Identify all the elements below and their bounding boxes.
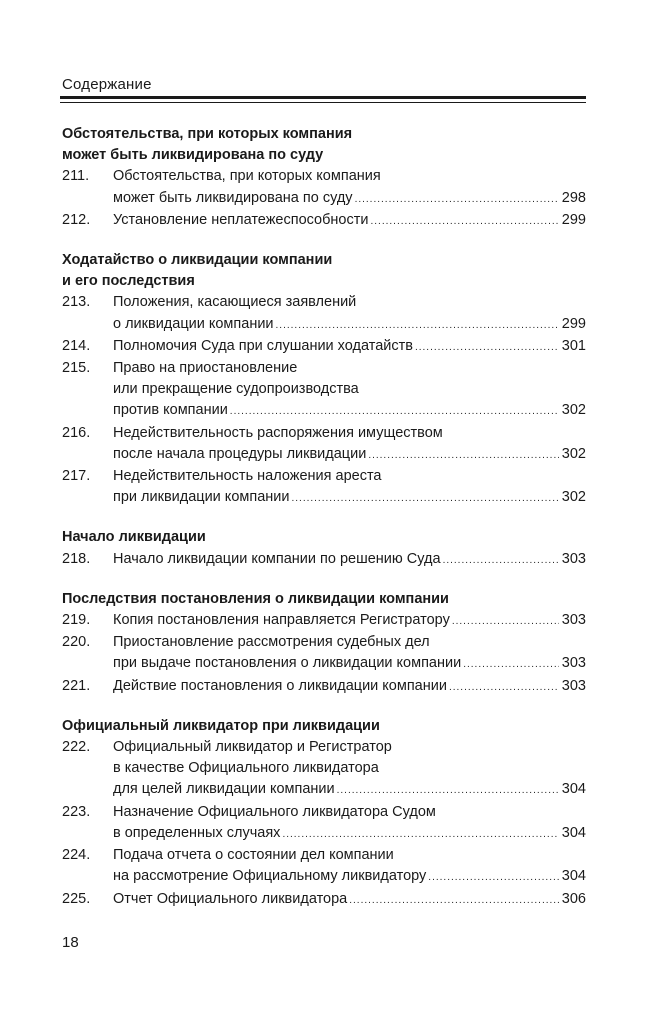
- entry-number: 225.: [62, 890, 91, 907]
- entry-last-line: [113, 336, 586, 358]
- entry-last-line: [113, 314, 586, 336]
- entry-last-line: [113, 487, 586, 509]
- section-title-line: может быть ликвидирована по суду: [62, 147, 324, 164]
- toc-entry[interactable]: [62, 802, 586, 845]
- entry-title-line: Официальный ликвидатор и Регистратор: [113, 739, 392, 756]
- entry-last-line: [113, 188, 586, 210]
- toc-entry[interactable]: [62, 466, 586, 509]
- entry-number: 213.: [62, 294, 91, 311]
- entry-title-line: Подача отчета о состоянии дел компании: [113, 847, 394, 864]
- entry-body: [113, 632, 586, 675]
- dot-leader: [282, 824, 558, 845]
- entry-number: 222.: [62, 739, 91, 756]
- entry-page-number: 304: [561, 824, 586, 841]
- dot-leader: [443, 550, 559, 571]
- entry-page-number: 302: [561, 402, 586, 419]
- toc-entry[interactable]: [62, 336, 586, 358]
- entry-title-line: Приостановление рассмотрения судебных дел: [113, 634, 430, 651]
- entry-number: 219.: [62, 612, 91, 629]
- entry-number: 216.: [62, 424, 91, 441]
- entry-title-line: в качестве Официального ликвидатора: [113, 760, 379, 777]
- section-title-line: и его последствия: [62, 273, 195, 290]
- entry-title-line: в определенных случаях: [113, 824, 281, 841]
- entry-title-line: или прекращение судопроизводства: [113, 381, 359, 398]
- toc-entry[interactable]: [62, 632, 586, 675]
- dot-leader: [291, 488, 558, 509]
- entry-number: 217.: [62, 468, 91, 485]
- entry-title-line: при выдаче постановления о ликвидации компании: [113, 655, 462, 672]
- section-title-line: Последствия постановления о ликвидации компании: [62, 590, 449, 607]
- entry-body: [113, 610, 586, 632]
- section-title-line: Официальный ликвидатор при ликвидации: [62, 717, 380, 734]
- dot-leader: [452, 611, 559, 632]
- entry-title-line: Полномочия Суда при слушании ходатайств: [113, 337, 413, 354]
- entry-title-line: Действие постановления о ликвидации компании: [113, 677, 447, 694]
- toc-entry[interactable]: [62, 676, 586, 698]
- table-of-contents: [62, 124, 586, 929]
- dot-leader: [337, 780, 559, 801]
- toc-entry[interactable]: [62, 845, 586, 888]
- entry-last-line: [113, 400, 586, 422]
- dot-leader: [368, 445, 558, 466]
- entry-body: [113, 549, 586, 571]
- page-number: 18: [62, 934, 79, 951]
- entry-title-line: Установление неплатежеспособности: [113, 211, 369, 228]
- entry-title-line: для целей ликвидации компании: [113, 781, 335, 798]
- entry-body: [113, 336, 586, 358]
- entry-body: [113, 466, 586, 509]
- entry-body: [113, 423, 586, 466]
- toc-entry[interactable]: [62, 292, 586, 335]
- entry-page-number: 303: [561, 550, 586, 567]
- toc-section: [62, 250, 586, 509]
- toc-entry[interactable]: [62, 210, 586, 232]
- entry-last-line: [113, 823, 586, 845]
- entry-last-line: [113, 444, 586, 466]
- toc-section: [62, 589, 586, 698]
- entry-last-line: [113, 549, 586, 571]
- entry-last-line: [113, 676, 586, 698]
- entry-title-line: Обстоятельства, при которых компания: [113, 168, 381, 185]
- entry-title-line: Недействительность наложения ареста: [113, 468, 382, 485]
- header-rule-thick: [60, 96, 586, 99]
- entry-last-line: [113, 889, 586, 911]
- toc-entry[interactable]: [62, 889, 586, 911]
- entry-page-number: 303: [561, 612, 586, 629]
- toc-entry[interactable]: [62, 358, 586, 423]
- entry-page-number: 302: [561, 445, 586, 462]
- toc-section: [62, 527, 586, 570]
- toc-section: [62, 716, 586, 911]
- entry-number: 215.: [62, 360, 91, 377]
- running-header: Содержание: [62, 76, 152, 93]
- entry-title-line: Копия постановления направляется Регистратору: [113, 612, 450, 629]
- entry-body: [113, 889, 586, 911]
- entry-body: [113, 210, 586, 232]
- toc-section: [62, 124, 586, 232]
- entry-title-line: Положения, касающиеся заявлений: [113, 294, 357, 311]
- toc-entry[interactable]: [62, 166, 586, 209]
- entry-title-line: против компании: [113, 402, 228, 419]
- dot-leader: [230, 401, 559, 422]
- entry-number: 223.: [62, 803, 91, 820]
- entry-title-line: при ликвидации компании: [113, 489, 290, 506]
- dot-leader: [415, 337, 559, 358]
- toc-entry[interactable]: [62, 737, 586, 802]
- entry-title-line: на рассмотрение Официальному ликвидатору: [113, 868, 427, 885]
- entry-body: [113, 166, 586, 209]
- entry-number: 220.: [62, 634, 91, 651]
- entry-title-line: Недействительность распоряжения имуществом: [113, 424, 443, 441]
- dot-leader: [349, 890, 559, 911]
- entry-number: 218.: [62, 550, 91, 567]
- entry-body: [113, 802, 586, 845]
- entry-page-number: 304: [561, 868, 586, 885]
- toc-entry[interactable]: [62, 610, 586, 632]
- entry-title-line: Отчет Официального ликвидатора: [113, 890, 348, 907]
- toc-entry[interactable]: [62, 423, 586, 466]
- entry-body: [113, 737, 586, 802]
- entry-page-number: 303: [561, 655, 586, 672]
- entry-page-number: 303: [561, 677, 586, 694]
- entry-page-number: 306: [561, 890, 586, 907]
- section-title-line: Ходатайство о ликвидации компании: [62, 252, 333, 269]
- entry-last-line: [113, 210, 586, 232]
- dot-leader: [463, 654, 559, 675]
- entry-body: [113, 358, 586, 423]
- entry-title-line: может быть ликвидирована по суду: [113, 189, 353, 206]
- dot-leader: [449, 677, 559, 698]
- entry-page-number: 301: [561, 337, 586, 354]
- entry-title-line: Начало ликвидации компании по решению Суда: [113, 550, 441, 567]
- entry-page-number: 304: [561, 781, 586, 798]
- entry-last-line: [113, 866, 586, 888]
- entry-last-line: [113, 779, 586, 801]
- entry-number: 212.: [62, 211, 91, 228]
- dot-leader: [428, 867, 559, 888]
- entry-page-number: 302: [561, 489, 586, 506]
- entry-last-line: [113, 610, 586, 632]
- entry-number: 224.: [62, 847, 91, 864]
- entry-number: 211.: [62, 168, 90, 185]
- entry-body: [113, 292, 586, 335]
- entry-page-number: 298: [561, 189, 586, 206]
- entry-title-line: после начала процедуры ликвидации: [113, 445, 367, 462]
- entry-title-line: Назначение Официального ликвидатора Судом: [113, 803, 436, 820]
- entry-page-number: 299: [561, 315, 586, 332]
- entry-body: [113, 845, 586, 888]
- entry-last-line: [113, 653, 586, 675]
- dot-leader: [371, 211, 559, 232]
- dot-leader: [276, 315, 559, 336]
- entry-number: 221.: [62, 677, 91, 694]
- entry-body: [113, 676, 586, 698]
- section-title-line: Обстоятельства, при которых компания: [62, 126, 353, 142]
- section-title-line: Начало ликвидации: [62, 529, 206, 546]
- entry-title-line: о ликвидации компании: [113, 315, 274, 332]
- entry-page-number: 299: [561, 211, 586, 228]
- dot-leader: [355, 189, 559, 210]
- entry-number: 214.: [62, 337, 91, 354]
- toc-entry[interactable]: [62, 549, 586, 571]
- entry-title-line: Право на приостановление: [113, 360, 298, 377]
- header-rule-thin: [60, 102, 586, 103]
